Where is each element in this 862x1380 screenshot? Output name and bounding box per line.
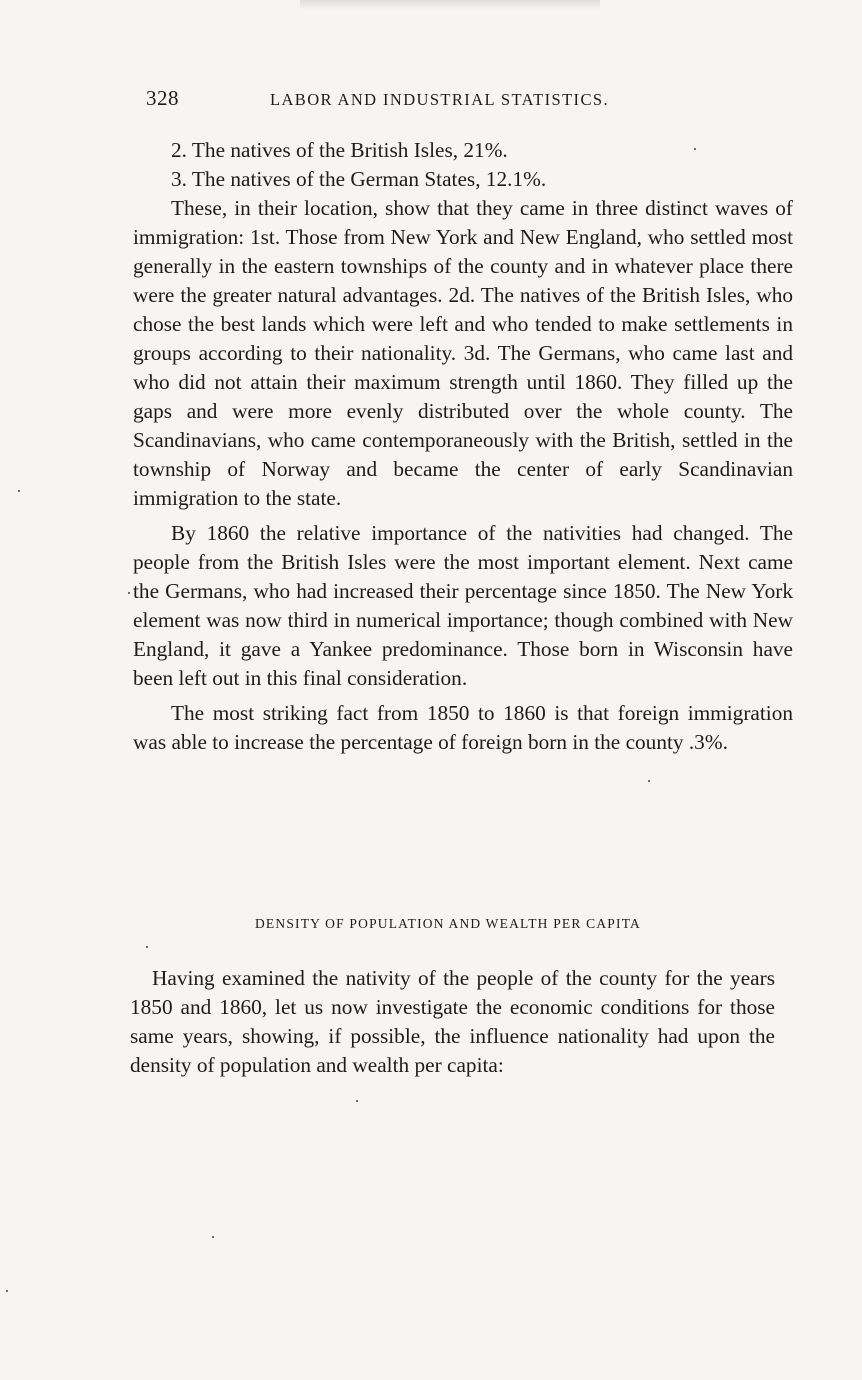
ink-speck: [18, 490, 20, 492]
ink-speck: [356, 1100, 358, 1102]
page-edge-shadow: [300, 0, 600, 10]
ink-speck: [648, 780, 650, 782]
list-item: 3. The natives of the German States, 12.1%.: [171, 167, 547, 191]
ink-speck: [146, 946, 148, 948]
paragraph: The most striking fact from 1850 to 1860 is that foreign immigration was able to increase the percentage of foreign born in the county .3%.: [133, 701, 793, 754]
section-body-text: [130, 964, 775, 1080]
ink-speck: [212, 1236, 214, 1238]
page-header: [146, 86, 676, 116]
page-number: 328: [146, 86, 179, 110]
list-item: 2. The natives of the British Isles, 21%.: [171, 138, 508, 162]
body-text: [133, 136, 793, 757]
running-title: LABOR AND INDUSTRIAL STATISTICS.: [270, 90, 609, 109]
ink-speck: [694, 148, 696, 150]
ink-speck: [6, 1290, 8, 1292]
section-heading: DENSITY OF POPULATION AND WEALTH PER CAPITA: [254, 916, 642, 931]
paragraph: Having examined the nativity of the people of the county for the years 1850 and 1860, let us now investigate the economic conditions for those same years, showing, if possible, the influence nationality had upon the density of population and wealth per capita:: [130, 966, 775, 1077]
ink-speck: [128, 592, 130, 594]
paragraph: By 1860 the relative importance of the nativities had changed. The people from the British Isles were the most important element. Next came the Germans, who had increased their percentage since 1850. The New York element was now third in numerical importance; though combined with New England, it gave a Yankee predominance. Those born in Wisconsin have been left out in this final consideration.: [133, 521, 793, 690]
paragraph: These, in their location, show that they came in three distinct waves of immigration: 1st. Those from New York and New England, who settled most generally in the eastern townships of the county and in whatever place there were the greater natural advantages. 2d. The natives of the British Isles, who chose the best lands which were left and who tended to make settlements in groups according to their nationality. 3d. The Germans, who came last and who did not attain their maximum strength until 1860. They filled up the gaps and were more evenly distributed over the whole county. The Scandinavians, who came contemporaneously with the British, settled in the township of Norway and became the center of early Scandinavian immigration to the state.: [133, 196, 793, 510]
